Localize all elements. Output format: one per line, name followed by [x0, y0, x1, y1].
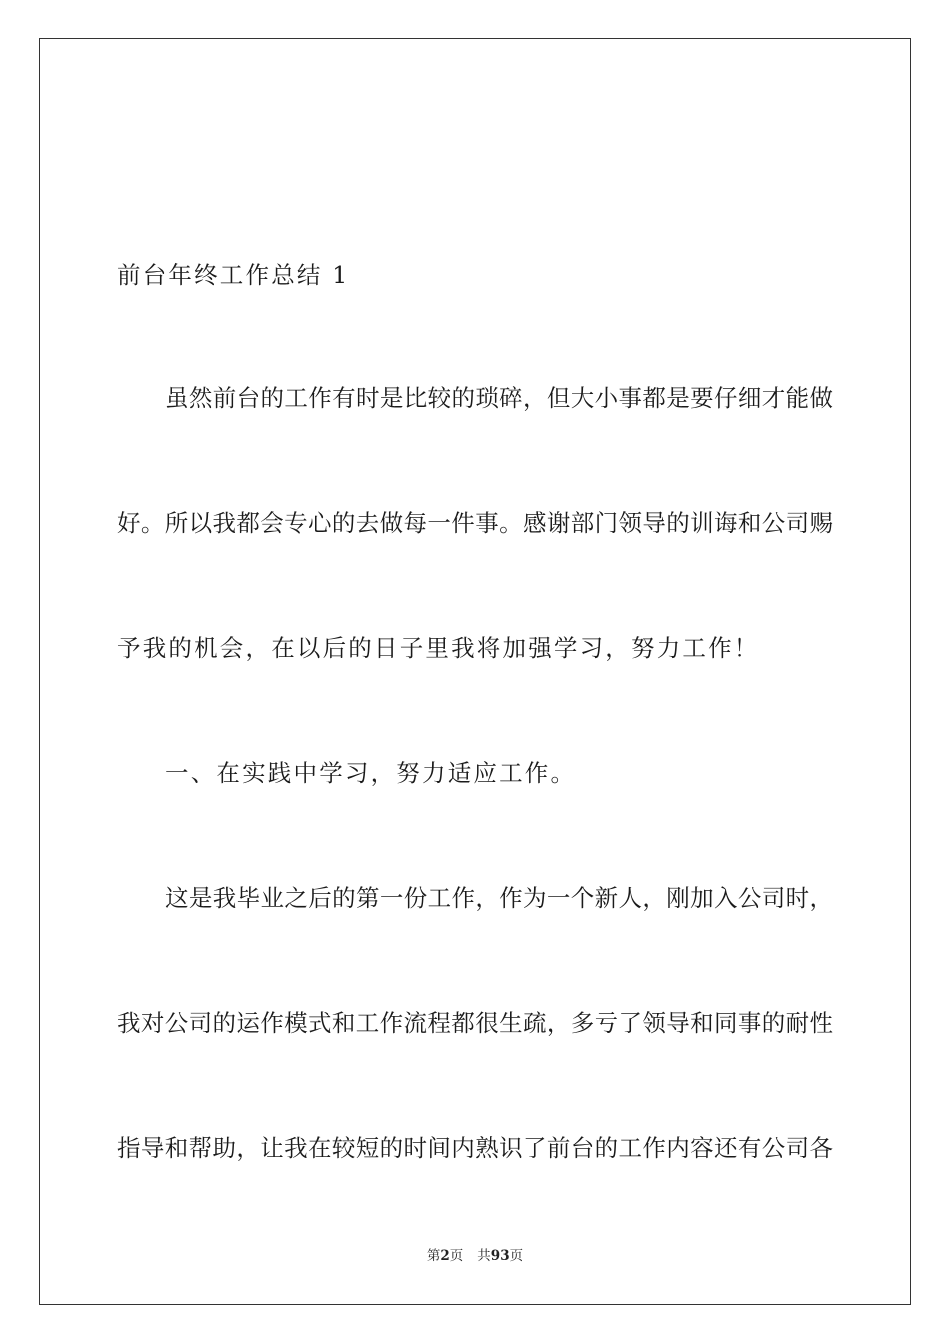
- page-footer: [0, 1247, 950, 1265]
- paragraph-line-2: 好。所以我都会专心的去做每一件事。感谢部门领导的训诲和公司赐: [117, 509, 833, 537]
- total-page-count: 93: [490, 1248, 510, 1264]
- section-heading-1: 一、在实践中学习，努力适应工作。: [165, 759, 577, 787]
- page-prefix: 第: [426, 1248, 441, 1264]
- paragraph-line-1: 虽然前台的工作有时是比较的琐碎，但大小事都是要仔细才能做: [165, 384, 833, 412]
- page-frame: [39, 38, 911, 1305]
- paragraph-line-3: 予我的机会，在以后的日子里我将加强学习，努力工作！: [117, 634, 760, 662]
- paragraph-line-4: 这是我毕业之后的第一份工作，作为一个新人，刚加入公司时，: [165, 884, 833, 912]
- total-suffix: 页: [509, 1248, 524, 1264]
- document-title: 前台年终工作总结 1: [117, 261, 350, 289]
- paragraph-line-5: 我对公司的运作模式和工作流程都很生疏，多亏了领导和同事的耐性: [117, 1009, 833, 1037]
- page-suffix: 页: [449, 1248, 464, 1264]
- total-prefix: 共: [477, 1248, 491, 1264]
- paragraph-line-6: 指导和帮助，让我在较短的时间内熟识了前台的工作内容还有公司各: [117, 1134, 833, 1162]
- current-page-number: 2: [440, 1248, 450, 1264]
